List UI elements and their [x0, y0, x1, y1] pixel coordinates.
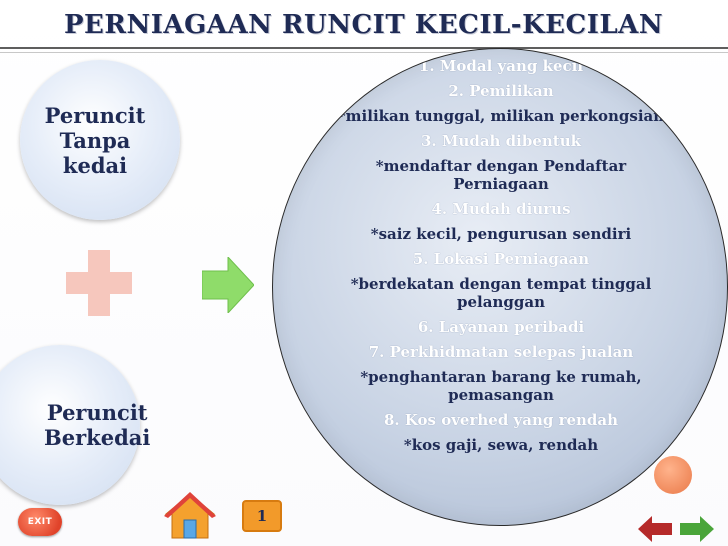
features-list: [335, 57, 667, 461]
feature-heading: 5. Lokasi Perniagaan: [412, 250, 590, 268]
arrow-right-icon: [202, 257, 254, 313]
feature-detail: *saiz kecil, pengurusan sendiri: [370, 225, 632, 243]
feature-detail: *kos gaji, sewa, rendah: [403, 436, 599, 454]
title-divider-thin: [0, 52, 728, 53]
feature-heading: 3. Mudah dibentuk: [420, 132, 582, 150]
page-title: PERNIAGAAN RUNCIT KECIL-KECILAN: [64, 10, 664, 40]
features-circle: [272, 48, 728, 526]
page-number-badge: 1: [242, 500, 282, 532]
home-icon[interactable]: [162, 490, 218, 542]
feature-heading: 2. Pemilikan: [448, 82, 554, 100]
feature-detail: *milikan tunggal, milikan perkongsian: [337, 107, 665, 125]
feature-heading: 8. Kos overhed yang rendah: [383, 411, 619, 429]
arrow-left-icon[interactable]: [638, 514, 674, 544]
feature-heading: 6. Layanan peribadi: [417, 318, 585, 336]
feature-detail: *mendaftar dengan Pendaftar Perniagaan: [375, 157, 627, 193]
feature-detail: *penghantaran barang ke rumah, pemasangan: [360, 368, 642, 404]
category-circle-berkedai: [0, 345, 151, 505]
feature-detail: *berdekatan dengan tempat tinggal pelanggan: [350, 275, 652, 311]
arrow-right-icon[interactable]: [678, 514, 714, 544]
feature-heading: 1. Modal yang kecil: [418, 57, 584, 75]
feature-heading: 7. Perkhidmatan selepas jualan: [368, 343, 634, 361]
feature-heading: 4. Mudah diurus: [431, 200, 571, 218]
orange-circle-decoration: [654, 456, 692, 494]
plus-icon: [66, 250, 132, 316]
category-circle-tanpa-kedai: [20, 60, 180, 220]
exit-button[interactable]: EXIT: [18, 508, 62, 536]
category-label: Peruncit Berkedai: [44, 400, 151, 450]
title-divider: [0, 47, 728, 49]
category-label: Peruncit Tanpa kedai: [44, 102, 146, 178]
